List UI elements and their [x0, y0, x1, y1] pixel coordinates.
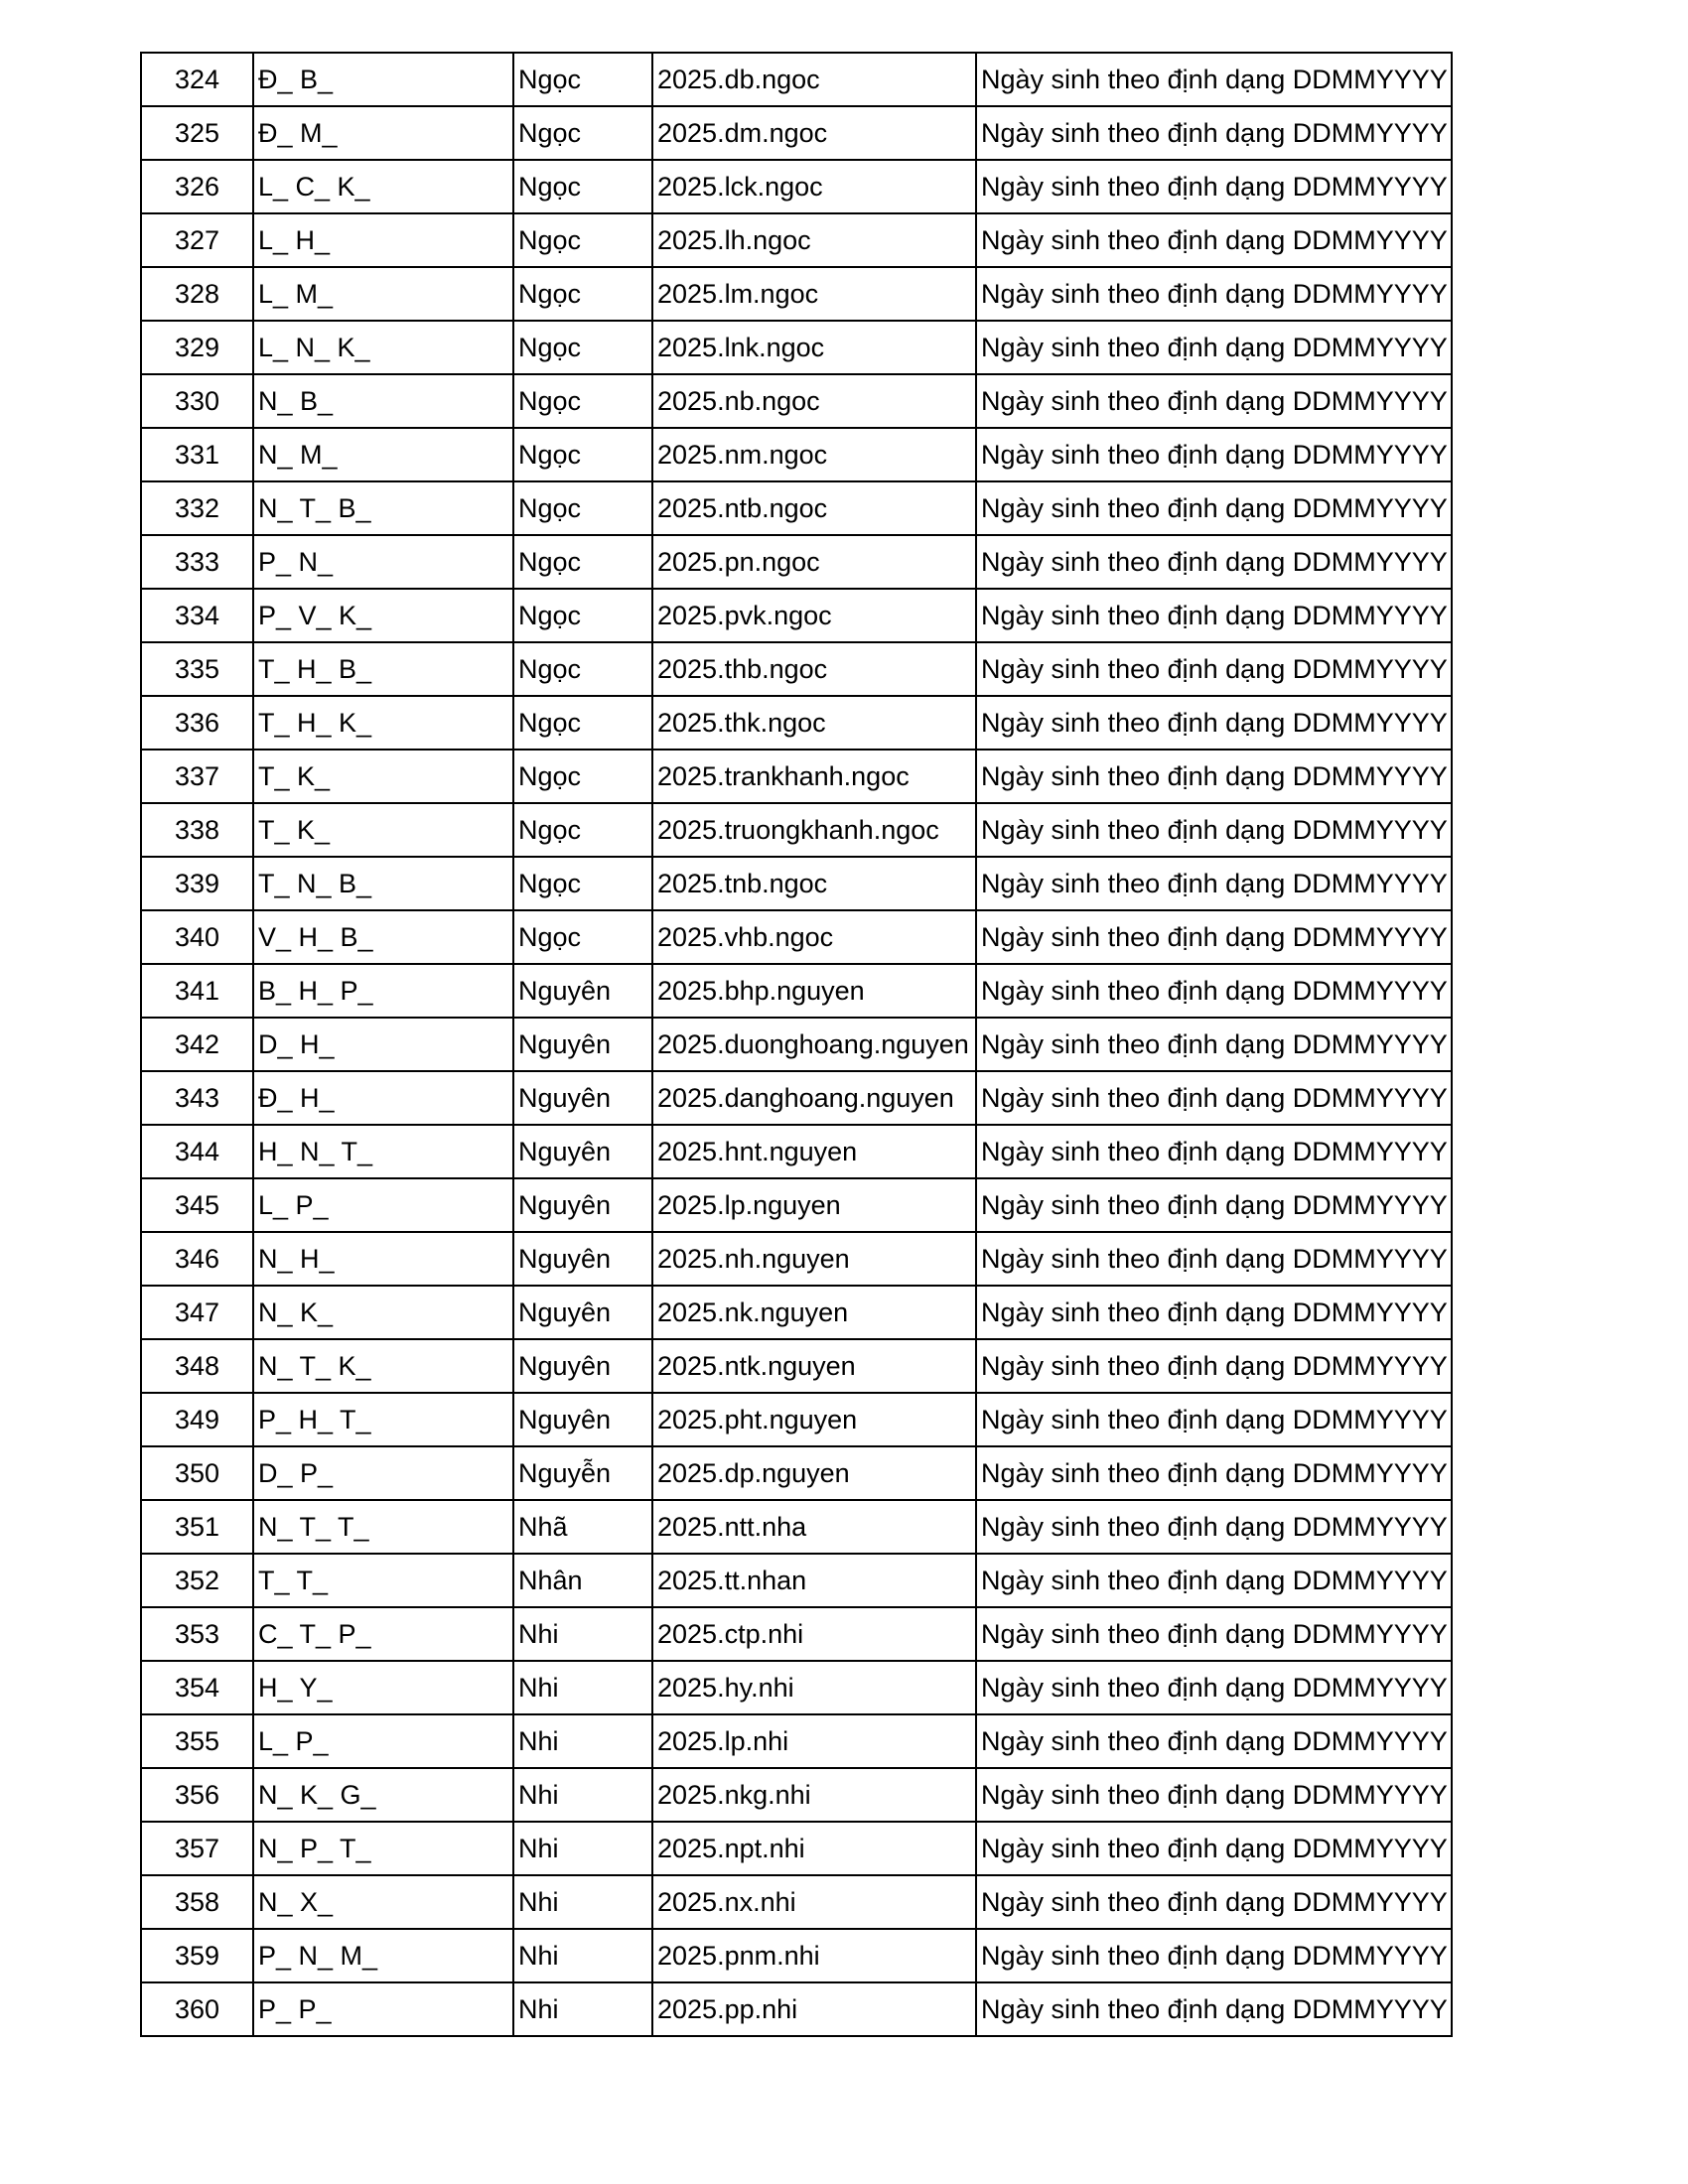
row-number-cell: 331: [141, 428, 253, 481]
password-hint-cell: Ngày sinh theo định dạng DDMMYYYY: [976, 1071, 1452, 1125]
table-row: [141, 1714, 1452, 1768]
table-row: [141, 964, 1452, 1018]
password-hint-cell: Ngày sinh theo định dạng DDMMYYYY: [976, 910, 1452, 964]
username-cell: 2025.ntk.nguyen: [652, 1339, 976, 1393]
password-hint-cell: Ngày sinh theo định dạng DDMMYYYY: [976, 1982, 1452, 2036]
username-cell: 2025.nh.nguyen: [652, 1232, 976, 1286]
given-name-cell: Ngọc: [513, 213, 652, 267]
account-table: [140, 52, 1453, 2037]
given-name-cell: Nhi: [513, 1768, 652, 1822]
row-number-cell: 340: [141, 910, 253, 964]
row-number-cell: 329: [141, 321, 253, 374]
given-name-cell: Ngọc: [513, 696, 652, 750]
password-hint-cell: Ngày sinh theo định dạng DDMMYYYY: [976, 1018, 1452, 1071]
table-row: [141, 857, 1452, 910]
username-cell: 2025.trankhanh.ngoc: [652, 750, 976, 803]
given-name-cell: Ngọc: [513, 535, 652, 589]
initials-cell: Đ_ H_: [253, 1071, 513, 1125]
given-name-cell: Nhã: [513, 1500, 652, 1554]
password-hint-cell: Ngày sinh theo định dạng DDMMYYYY: [976, 374, 1452, 428]
row-number-cell: 347: [141, 1286, 253, 1339]
username-cell: 2025.lp.nguyen: [652, 1178, 976, 1232]
initials-cell: T_ N_ B_: [253, 857, 513, 910]
initials-cell: N_ T_ K_: [253, 1339, 513, 1393]
password-hint-cell: Ngày sinh theo định dạng DDMMYYYY: [976, 1500, 1452, 1554]
table-row: [141, 1393, 1452, 1446]
password-hint-cell: Ngày sinh theo định dạng DDMMYYYY: [976, 1661, 1452, 1714]
initials-cell: P_ N_: [253, 535, 513, 589]
initials-cell: N_ K_ G_: [253, 1768, 513, 1822]
table-row: [141, 803, 1452, 857]
table-row: [141, 750, 1452, 803]
table-row: [141, 374, 1452, 428]
table-row: [141, 160, 1452, 213]
table-row: [141, 1875, 1452, 1929]
initials-cell: L_ P_: [253, 1178, 513, 1232]
initials-cell: H_ Y_: [253, 1661, 513, 1714]
table-row: [141, 535, 1452, 589]
table-row: [141, 1178, 1452, 1232]
username-cell: 2025.lp.nhi: [652, 1714, 976, 1768]
given-name-cell: Ngọc: [513, 481, 652, 535]
password-hint-cell: Ngày sinh theo định dạng DDMMYYYY: [976, 589, 1452, 642]
username-cell: 2025.tnb.ngoc: [652, 857, 976, 910]
given-name-cell: Ngọc: [513, 267, 652, 321]
initials-cell: N_ T_ B_: [253, 481, 513, 535]
account-table-body: [141, 53, 1452, 2036]
row-number-cell: 341: [141, 964, 253, 1018]
table-row: [141, 1500, 1452, 1554]
username-cell: 2025.dm.ngoc: [652, 106, 976, 160]
initials-cell: T_ T_: [253, 1554, 513, 1607]
row-number-cell: 339: [141, 857, 253, 910]
initials-cell: T_ H_ B_: [253, 642, 513, 696]
table-row: [141, 910, 1452, 964]
given-name-cell: Ngọc: [513, 106, 652, 160]
given-name-cell: Nhi: [513, 1661, 652, 1714]
row-number-cell: 335: [141, 642, 253, 696]
password-hint-cell: Ngày sinh theo định dạng DDMMYYYY: [976, 1125, 1452, 1178]
password-hint-cell: Ngày sinh theo định dạng DDMMYYYY: [976, 1446, 1452, 1500]
row-number-cell: 350: [141, 1446, 253, 1500]
given-name-cell: Ngọc: [513, 374, 652, 428]
initials-cell: B_ H_ P_: [253, 964, 513, 1018]
row-number-cell: 358: [141, 1875, 253, 1929]
table-row: [141, 1446, 1452, 1500]
password-hint-cell: Ngày sinh theo định dạng DDMMYYYY: [976, 213, 1452, 267]
row-number-cell: 360: [141, 1982, 253, 2036]
username-cell: 2025.nkg.nhi: [652, 1768, 976, 1822]
row-number-cell: 353: [141, 1607, 253, 1661]
initials-cell: V_ H_ B_: [253, 910, 513, 964]
initials-cell: L_ M_: [253, 267, 513, 321]
password-hint-cell: Ngày sinh theo định dạng DDMMYYYY: [976, 964, 1452, 1018]
password-hint-cell: Ngày sinh theo định dạng DDMMYYYY: [976, 321, 1452, 374]
password-hint-cell: Ngày sinh theo định dạng DDMMYYYY: [976, 750, 1452, 803]
username-cell: 2025.hy.nhi: [652, 1661, 976, 1714]
given-name-cell: Nguyên: [513, 1178, 652, 1232]
row-number-cell: 326: [141, 160, 253, 213]
row-number-cell: 348: [141, 1339, 253, 1393]
given-name-cell: Nhân: [513, 1554, 652, 1607]
initials-cell: P_ P_: [253, 1982, 513, 2036]
password-hint-cell: Ngày sinh theo định dạng DDMMYYYY: [976, 1232, 1452, 1286]
table-row: [141, 106, 1452, 160]
given-name-cell: Nhi: [513, 1982, 652, 2036]
row-number-cell: 346: [141, 1232, 253, 1286]
username-cell: 2025.ntb.ngoc: [652, 481, 976, 535]
row-number-cell: 357: [141, 1822, 253, 1875]
username-cell: 2025.dp.nguyen: [652, 1446, 976, 1500]
username-cell: 2025.hnt.nguyen: [652, 1125, 976, 1178]
password-hint-cell: Ngày sinh theo định dạng DDMMYYYY: [976, 1875, 1452, 1929]
given-name-cell: Ngọc: [513, 321, 652, 374]
table-row: [141, 1232, 1452, 1286]
password-hint-cell: Ngày sinh theo định dạng DDMMYYYY: [976, 1178, 1452, 1232]
password-hint-cell: Ngày sinh theo định dạng DDMMYYYY: [976, 160, 1452, 213]
password-hint-cell: Ngày sinh theo định dạng DDMMYYYY: [976, 1607, 1452, 1661]
username-cell: 2025.danghoang.nguyen: [652, 1071, 976, 1125]
username-cell: 2025.lnk.ngoc: [652, 321, 976, 374]
password-hint-cell: Ngày sinh theo định dạng DDMMYYYY: [976, 1339, 1452, 1393]
row-number-cell: 328: [141, 267, 253, 321]
given-name-cell: Nhi: [513, 1822, 652, 1875]
password-hint-cell: Ngày sinh theo định dạng DDMMYYYY: [976, 1286, 1452, 1339]
row-number-cell: 359: [141, 1929, 253, 1982]
given-name-cell: Nhi: [513, 1714, 652, 1768]
initials-cell: D_ H_: [253, 1018, 513, 1071]
given-name-cell: Ngọc: [513, 750, 652, 803]
username-cell: 2025.nk.nguyen: [652, 1286, 976, 1339]
initials-cell: L_ P_: [253, 1714, 513, 1768]
initials-cell: Đ_ B_: [253, 53, 513, 106]
given-name-cell: Nguyên: [513, 1125, 652, 1178]
given-name-cell: Nguyên: [513, 1393, 652, 1446]
given-name-cell: Nhi: [513, 1875, 652, 1929]
row-number-cell: 325: [141, 106, 253, 160]
table-row: [141, 696, 1452, 750]
table-row: [141, 213, 1452, 267]
password-hint-cell: Ngày sinh theo định dạng DDMMYYYY: [976, 106, 1452, 160]
password-hint-cell: Ngày sinh theo định dạng DDMMYYYY: [976, 1393, 1452, 1446]
table-row: [141, 1286, 1452, 1339]
username-cell: 2025.lm.ngoc: [652, 267, 976, 321]
table-row: [141, 1929, 1452, 1982]
row-number-cell: 354: [141, 1661, 253, 1714]
initials-cell: T_ K_: [253, 750, 513, 803]
initials-cell: L_ N_ K_: [253, 321, 513, 374]
username-cell: 2025.nm.ngoc: [652, 428, 976, 481]
given-name-cell: Nguyên: [513, 1339, 652, 1393]
row-number-cell: 333: [141, 535, 253, 589]
password-hint-cell: Ngày sinh theo định dạng DDMMYYYY: [976, 1714, 1452, 1768]
initials-cell: P_ V_ K_: [253, 589, 513, 642]
username-cell: 2025.pnm.nhi: [652, 1929, 976, 1982]
initials-cell: D_ P_: [253, 1446, 513, 1500]
username-cell: 2025.ctp.nhi: [652, 1607, 976, 1661]
password-hint-cell: Ngày sinh theo định dạng DDMMYYYY: [976, 1554, 1452, 1607]
initials-cell: Đ_ M_: [253, 106, 513, 160]
password-hint-cell: Ngày sinh theo định dạng DDMMYYYY: [976, 481, 1452, 535]
table-row: [141, 428, 1452, 481]
table-row: [141, 589, 1452, 642]
password-hint-cell: Ngày sinh theo định dạng DDMMYYYY: [976, 857, 1452, 910]
username-cell: 2025.nb.ngoc: [652, 374, 976, 428]
initials-cell: L_ C_ K_: [253, 160, 513, 213]
given-name-cell: Nhi: [513, 1929, 652, 1982]
row-number-cell: 343: [141, 1071, 253, 1125]
given-name-cell: Ngọc: [513, 910, 652, 964]
given-name-cell: Nguyên: [513, 1071, 652, 1125]
password-hint-cell: Ngày sinh theo định dạng DDMMYYYY: [976, 1822, 1452, 1875]
username-cell: 2025.pp.nhi: [652, 1982, 976, 2036]
row-number-cell: 345: [141, 1178, 253, 1232]
given-name-cell: Nguyên: [513, 1286, 652, 1339]
initials-cell: P_ N_ M_: [253, 1929, 513, 1982]
table-row: [141, 1768, 1452, 1822]
username-cell: 2025.duonghoang.nguyen: [652, 1018, 976, 1071]
username-cell: 2025.truongkhanh.ngoc: [652, 803, 976, 857]
username-cell: 2025.vhb.ngoc: [652, 910, 976, 964]
row-number-cell: 355: [141, 1714, 253, 1768]
given-name-cell: Nguyễn: [513, 1446, 652, 1500]
row-number-cell: 352: [141, 1554, 253, 1607]
initials-cell: N_ K_: [253, 1286, 513, 1339]
password-hint-cell: Ngày sinh theo định dạng DDMMYYYY: [976, 642, 1452, 696]
table-row: [141, 1661, 1452, 1714]
username-cell: 2025.bhp.nguyen: [652, 964, 976, 1018]
given-name-cell: Nguyên: [513, 964, 652, 1018]
initials-cell: T_ K_: [253, 803, 513, 857]
row-number-cell: 336: [141, 696, 253, 750]
given-name-cell: Ngọc: [513, 53, 652, 106]
given-name-cell: Ngọc: [513, 642, 652, 696]
username-cell: 2025.db.ngoc: [652, 53, 976, 106]
table-row: [141, 1554, 1452, 1607]
username-cell: 2025.lh.ngoc: [652, 213, 976, 267]
initials-cell: H_ N_ T_: [253, 1125, 513, 1178]
given-name-cell: Ngọc: [513, 428, 652, 481]
table-row: [141, 53, 1452, 106]
row-number-cell: 330: [141, 374, 253, 428]
username-cell: 2025.nx.nhi: [652, 1875, 976, 1929]
row-number-cell: 342: [141, 1018, 253, 1071]
row-number-cell: 338: [141, 803, 253, 857]
username-cell: 2025.pvk.ngoc: [652, 589, 976, 642]
given-name-cell: Ngọc: [513, 160, 652, 213]
password-hint-cell: Ngày sinh theo định dạng DDMMYYYY: [976, 803, 1452, 857]
initials-cell: P_ H_ T_: [253, 1393, 513, 1446]
row-number-cell: 324: [141, 53, 253, 106]
username-cell: 2025.npt.nhi: [652, 1822, 976, 1875]
row-number-cell: 332: [141, 481, 253, 535]
initials-cell: N_ M_: [253, 428, 513, 481]
table-row: [141, 267, 1452, 321]
row-number-cell: 337: [141, 750, 253, 803]
given-name-cell: Nguyên: [513, 1232, 652, 1286]
username-cell: 2025.thb.ngoc: [652, 642, 976, 696]
table-row: [141, 481, 1452, 535]
username-cell: 2025.pht.nguyen: [652, 1393, 976, 1446]
row-number-cell: 327: [141, 213, 253, 267]
password-hint-cell: Ngày sinh theo định dạng DDMMYYYY: [976, 53, 1452, 106]
initials-cell: N_ X_: [253, 1875, 513, 1929]
given-name-cell: Nhi: [513, 1607, 652, 1661]
password-hint-cell: Ngày sinh theo định dạng DDMMYYYY: [976, 696, 1452, 750]
initials-cell: N_ T_ T_: [253, 1500, 513, 1554]
username-cell: 2025.lck.ngoc: [652, 160, 976, 213]
row-number-cell: 344: [141, 1125, 253, 1178]
username-cell: 2025.pn.ngoc: [652, 535, 976, 589]
password-hint-cell: Ngày sinh theo định dạng DDMMYYYY: [976, 428, 1452, 481]
table-row: [141, 1018, 1452, 1071]
initials-cell: N_ H_: [253, 1232, 513, 1286]
row-number-cell: 334: [141, 589, 253, 642]
table-row: [141, 321, 1452, 374]
password-hint-cell: Ngày sinh theo định dạng DDMMYYYY: [976, 1929, 1452, 1982]
table-row: [141, 1607, 1452, 1661]
username-cell: 2025.thk.ngoc: [652, 696, 976, 750]
password-hint-cell: Ngày sinh theo định dạng DDMMYYYY: [976, 1768, 1452, 1822]
table-row: [141, 1982, 1452, 2036]
password-hint-cell: Ngày sinh theo định dạng DDMMYYYY: [976, 267, 1452, 321]
row-number-cell: 349: [141, 1393, 253, 1446]
initials-cell: N_ B_: [253, 374, 513, 428]
username-cell: 2025.ntt.nha: [652, 1500, 976, 1554]
row-number-cell: 356: [141, 1768, 253, 1822]
initials-cell: N_ P_ T_: [253, 1822, 513, 1875]
table-row: [141, 1339, 1452, 1393]
row-number-cell: 351: [141, 1500, 253, 1554]
table-row: [141, 1822, 1452, 1875]
table-row: [141, 1125, 1452, 1178]
table-row: [141, 642, 1452, 696]
given-name-cell: Ngọc: [513, 589, 652, 642]
initials-cell: T_ H_ K_: [253, 696, 513, 750]
given-name-cell: Ngọc: [513, 857, 652, 910]
table-row: [141, 1071, 1452, 1125]
given-name-cell: Nguyên: [513, 1018, 652, 1071]
initials-cell: C_ T_ P_: [253, 1607, 513, 1661]
given-name-cell: Ngọc: [513, 803, 652, 857]
username-cell: 2025.tt.nhan: [652, 1554, 976, 1607]
password-hint-cell: Ngày sinh theo định dạng DDMMYYYY: [976, 535, 1452, 589]
initials-cell: L_ H_: [253, 213, 513, 267]
